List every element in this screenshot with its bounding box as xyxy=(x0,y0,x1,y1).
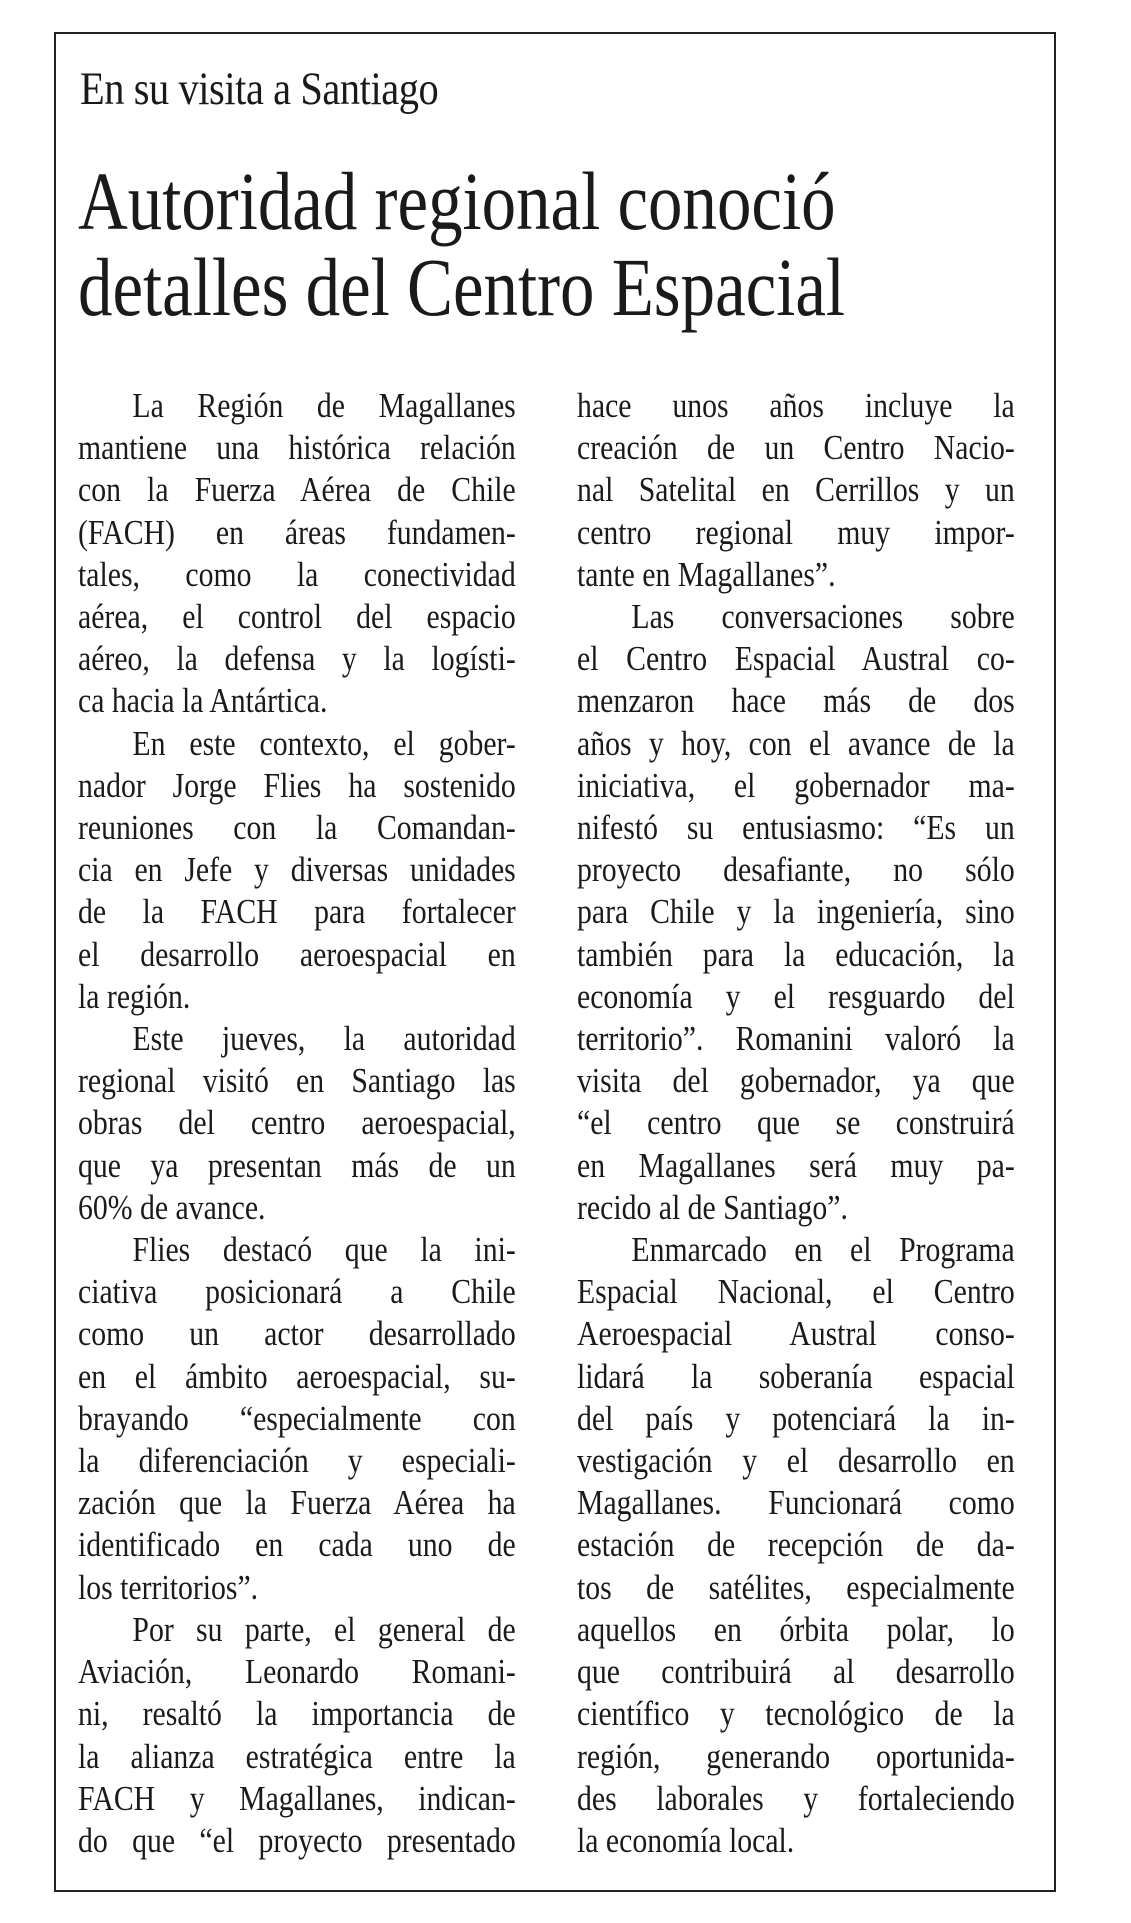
left-text-column xyxy=(78,385,516,1862)
body-text-line: Enmarcado en el Programa xyxy=(631,1230,1015,1270)
body-text-line: aéreo, la defensa y la logísti- xyxy=(78,639,516,679)
body-text-line: La Región de Magallanes xyxy=(132,386,516,425)
body-text-line: territorio”. Romanini valoró la xyxy=(577,1019,1015,1059)
body-text-line: nal Satelital en Cerrillos y un xyxy=(577,470,1015,510)
body-text-line: “el centro que se construirá xyxy=(577,1103,1015,1143)
body-text-line: aérea, el control del espacio xyxy=(78,597,516,637)
body-text-line: aquellos en órbita polar, lo xyxy=(577,1609,1015,1649)
body-text-line: Aeroespacial Austral conso- xyxy=(577,1314,1015,1354)
body-text-line: centro regional muy impor- xyxy=(577,512,1015,552)
body-text-line: cia en Jefe y diversas unidades xyxy=(78,850,516,890)
body-text-line: tante en Magallanes”. xyxy=(577,554,836,594)
body-text-line: proyecto desafiante, no sólo xyxy=(577,850,1015,890)
body-text-line: brayando “especialmente con xyxy=(78,1398,516,1438)
body-text-line: la economía local. xyxy=(577,1820,795,1860)
body-text-line: tales, como la conectividad xyxy=(78,554,516,594)
body-text-line: mantiene una histórica relación xyxy=(78,428,516,468)
body-text-line: como un actor desarrollado xyxy=(78,1314,516,1354)
body-text-line: creación de un Centro Nacio- xyxy=(577,428,1015,468)
body-text-line: la diferenciación y especiali- xyxy=(78,1441,516,1481)
body-text-line: ca hacia la Antártica. xyxy=(78,681,328,721)
body-text-line: el Centro Espacial Austral co- xyxy=(577,639,1015,679)
body-text-line: vestigación y el desarrollo en xyxy=(577,1441,1015,1481)
body-text-line: obras del centro aeroespacial, xyxy=(78,1103,516,1143)
body-text-line: regional visitó en Santiago las xyxy=(78,1061,516,1101)
body-text-line: en Magallanes será muy pa- xyxy=(577,1145,1015,1185)
body-text-line: también para la educación, la xyxy=(577,934,1015,974)
body-text-line: que ya presentan más de un xyxy=(78,1145,516,1185)
body-text-line: tos de satélites, especialmente xyxy=(577,1567,1015,1607)
body-text-line: economía y el resguardo del xyxy=(577,976,1015,1016)
body-text-line: región, generando oportunida- xyxy=(577,1736,1015,1776)
headline-line: Autoridad regional conoció xyxy=(78,155,836,247)
body-text-line: des laborales y fortaleciendo xyxy=(577,1778,1015,1818)
body-text-line: En este contexto, el gober- xyxy=(132,723,516,763)
right-text-column xyxy=(577,385,1015,1862)
headline-line: detalles del Centro Espacial xyxy=(78,241,846,333)
body-text-line: de la FACH para fortalecer xyxy=(78,892,516,932)
body-text-line: la alianza estratégica entre la xyxy=(78,1736,516,1776)
body-text-line: do que “el proyecto presentado xyxy=(78,1820,516,1860)
article-headline xyxy=(78,155,846,333)
body-text-line: menzaron hace más de dos xyxy=(577,681,1015,721)
body-text-line: identificado en cada uno de xyxy=(78,1525,516,1565)
article-kicker: En su visita a Santiago xyxy=(80,63,439,115)
body-text-line: 60% de avance. xyxy=(78,1187,266,1227)
body-text-line: Las conversaciones sobre xyxy=(631,597,1015,637)
body-text-line: nifestó su entusiasmo: “Es un xyxy=(577,808,1015,848)
body-text-line: visita del gobernador, ya que xyxy=(577,1061,1015,1101)
body-text-line: lidará la soberanía espacial xyxy=(577,1356,1015,1396)
body-text-line: FACH y Magallanes, indican- xyxy=(78,1778,516,1818)
body-text-line: para Chile y la ingeniería, sino xyxy=(577,892,1015,932)
body-text-line: reuniones con la Comandan- xyxy=(78,808,516,848)
body-text-line: recido al de Santiago”. xyxy=(577,1187,848,1227)
body-text-line: años y hoy, con el avance de la xyxy=(577,723,1015,763)
body-text-line: zación que la Fuerza Aérea ha xyxy=(78,1483,516,1523)
body-text-line: la región. xyxy=(78,976,191,1016)
body-text-line: científico y tecnológico de la xyxy=(577,1694,1015,1734)
body-text-line: en el ámbito aeroespacial, su- xyxy=(78,1356,516,1396)
body-text-line: Magallanes. Funcionará como xyxy=(577,1483,1015,1523)
body-text-line: estación de recepción de da- xyxy=(577,1525,1015,1565)
body-text-line: Este jueves, la autoridad xyxy=(132,1019,516,1059)
body-text-line: que contribuirá al desarrollo xyxy=(577,1652,1015,1692)
body-text-line: con la Fuerza Aérea de Chile xyxy=(78,470,516,510)
body-text-line: iniciativa, el gobernador ma- xyxy=(577,765,1015,805)
body-text-line: Flies destacó que la ini- xyxy=(132,1230,516,1270)
body-text-line: nador Jorge Flies ha sostenido xyxy=(78,765,516,805)
body-text-line: ciativa posicionará a Chile xyxy=(78,1272,516,1312)
body-text-line: Espacial Nacional, el Centro xyxy=(577,1272,1015,1312)
body-text-line: Aviación, Leonardo Romani- xyxy=(78,1652,516,1692)
body-text-line: los territorios”. xyxy=(78,1567,259,1607)
body-text-line: hace unos años incluye la xyxy=(577,386,1015,425)
body-text-line: Por su parte, el general de xyxy=(132,1609,516,1649)
body-text-line: (FACH) en áreas fundamen- xyxy=(78,512,516,552)
body-text-line: del país y potenciará la in- xyxy=(577,1398,1015,1438)
body-text-line: ni, resaltó la importancia de xyxy=(78,1694,516,1734)
body-text-line: el desarrollo aeroespacial en xyxy=(78,934,516,974)
